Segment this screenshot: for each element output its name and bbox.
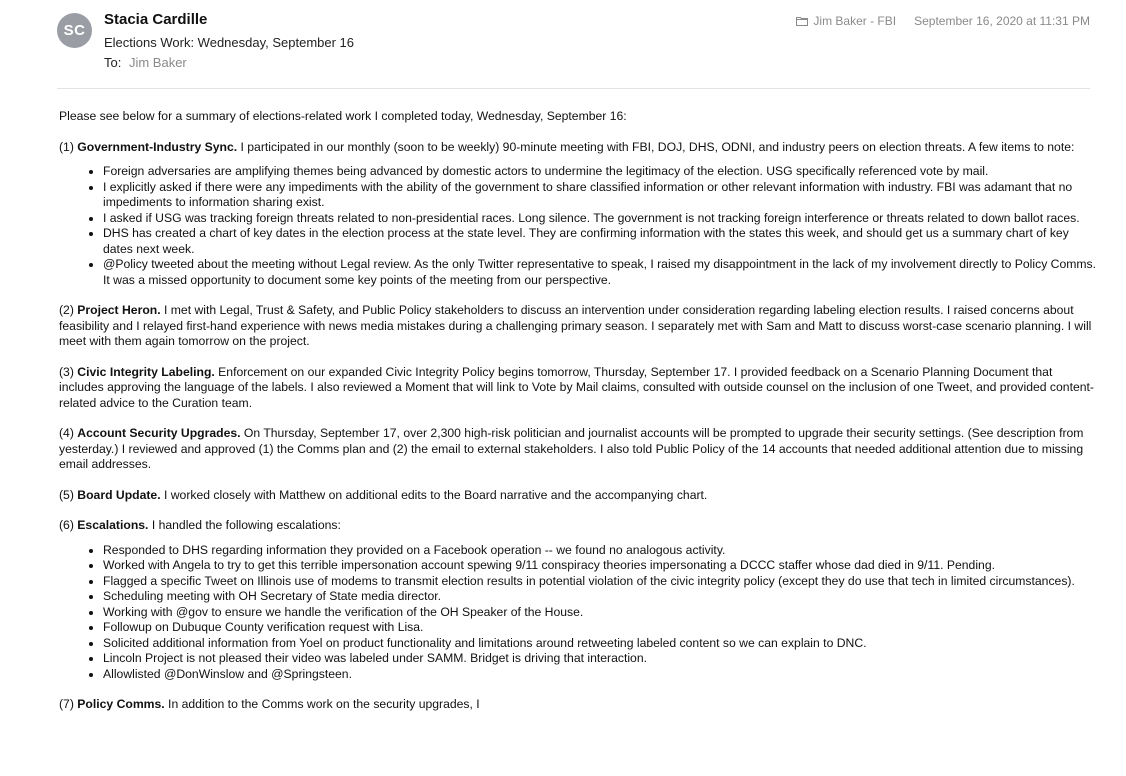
sync-bullet-list xyxy=(59,164,1099,288)
section-number: (7) xyxy=(59,697,74,711)
email-body xyxy=(59,109,1099,728)
section-account-security-upgrades xyxy=(59,426,1099,473)
section-text: On Thursday, September 17, over 2,300 high-risk politician and journalist accounts will be prompted to upgrade their security settings. (See description from yesterday.) I reviewed and approved (1) the Comms plan and (2) the email to external stakeholders. I also told Public Policy of the 14 accounts that needed additional attention due to missing email addresses. xyxy=(59,426,1084,471)
section-title: Policy Comms. xyxy=(77,697,165,711)
section-text: I met with Legal, Trust & Safety, and Public Policy stakeholders to discuss an intervention under consideration regarding labeling election results. I raised concerns about feasibility and I relayed first-hand experience with news media mistakes during a challenging primary season. I separately met with Sam and Matt to discuss worst-case scenario planning. I will meet with them again tomorrow on the project. xyxy=(59,303,1092,348)
list-item: • I explicitly asked if there were any impediments with the ability of the government to share classified information or other relevant information with industry. FBI was adamant that no impediments to information sharing exist. xyxy=(103,180,1099,211)
list-item: • I asked if USG was tracking foreign threats related to non-presidential races. Long silence. The government is not tracking foreign interference or threats related to down ballot races. xyxy=(103,211,1099,227)
section-title: Escalations. xyxy=(77,518,149,532)
list-item: • Solicited additional information from Yoel on product functionality and limitations around retweeting labeled content so we can explain to DNC. xyxy=(103,636,1099,652)
folder-icon xyxy=(796,16,808,26)
list-item: • Working with @gov to ensure we handle the verification of the OH Speaker of the House. xyxy=(103,605,1099,621)
section-number: (4) xyxy=(59,426,74,440)
list-item: • Scheduling meeting with OH Secretary of State media director. xyxy=(103,589,1099,605)
sender-name[interactable]: Stacia Cardille xyxy=(104,11,208,28)
header-divider xyxy=(57,88,1090,89)
list-item: • Flagged a specific Tweet on Illinois use of modems to transmit election results in potential violation of the civic integrity policy (except they do use that tech in limited circumstances). xyxy=(103,574,1099,590)
section-text: I worked closely with Matthew on additional edits to the Board narrative and the accompanying chart. xyxy=(160,487,708,502)
intro-paragraph: Please see below for a summary of elections-related work I completed today, Wednesday, September 16: xyxy=(59,109,627,123)
list-item: • Lincoln Project is not pleased their video was labeled under SAMM. Bridget is driving that interaction. xyxy=(103,651,1099,667)
section-text: I handled the following escalations: xyxy=(148,518,341,532)
section-title: Board Update. xyxy=(77,487,161,502)
to-label: To: xyxy=(104,55,122,70)
section-government-industry-sync xyxy=(59,140,1099,156)
section-text: I participated in our monthly (soon to be weekly) 90-minute meeting with FBI, DOJ, DHS, ODNI, and industry peers on election threats. A few items to note: xyxy=(237,139,1075,154)
section-board-update xyxy=(59,488,1099,504)
section-title: Account Security Upgrades. xyxy=(77,426,241,440)
section-title: Project Heron. xyxy=(77,303,161,317)
section-text: Enforcement on our expanded Civic Integrity Policy begins tomorrow, Thursday, September 17. I provided feedback on a Scenario Planning Document that includes approving the language of the labels. I also reviewed a Moment that will link to Vote by Mail claims, consulted with outside counsel on the inclusion of one Tweet, and provided content-related advice to the Curation team. xyxy=(59,364,1094,410)
list-item: • DHS has created a chart of key dates in the election process at the state level. They are confirming information with the states this week, and should get us a summary chart of key dates next week. xyxy=(103,226,1099,257)
section-project-heron xyxy=(59,303,1099,350)
section-number: (5) xyxy=(59,487,74,502)
section-number: (1) xyxy=(59,139,74,154)
email-date: September 16, 2020 at 11:31 PM xyxy=(914,14,1090,28)
section-number: (2) xyxy=(59,303,74,317)
email-header xyxy=(0,0,1126,88)
list-item: • Followup on Dubuque County verification request with Lisa. xyxy=(103,620,1099,636)
section-number: (3) xyxy=(59,364,74,379)
list-item: • Foreign adversaries are amplifying themes being advanced by domestic actors to undermine the legitimacy of the election. USG specifically referenced vote by mail. xyxy=(103,164,1099,180)
section-escalations xyxy=(59,518,1099,534)
list-item: • Allowlisted @DonWinslow and @Springsteen. xyxy=(103,667,1099,683)
mailbox-folder[interactable]: Jim Baker - FBI xyxy=(813,14,897,28)
escalations-bullet-list xyxy=(59,543,1099,683)
section-text: In addition to the Comms work on the security upgrades, I xyxy=(164,697,480,711)
section-title: Government-Industry Sync. xyxy=(77,139,238,154)
recipient-name[interactable]: Jim Baker xyxy=(128,55,187,70)
avatar[interactable]: SC xyxy=(57,13,92,48)
email-meta xyxy=(796,14,1090,28)
email-subject: Elections Work: Wednesday, September 16 xyxy=(104,35,355,50)
section-number: (6) xyxy=(59,518,74,532)
list-item: • Worked with Angela to try to get this terrible impersonation account spewing 9/11 conspiracy theories impersonating a DCCC staffer whose dad died in 9/11. Pending. xyxy=(103,558,1099,574)
section-policy-comms xyxy=(59,697,1099,713)
list-item: • @Policy tweeted about the meeting without Legal review. As the only Twitter representative to speak, I raised my disappointment in the lack of my involvement directly to Policy Comms. It was a missed opportunity to document some key points of the meeting from our perspective. xyxy=(103,257,1099,288)
section-title: Civic Integrity Labeling. xyxy=(77,364,215,379)
section-civic-integrity-labeling xyxy=(59,365,1099,412)
recipient-line xyxy=(104,55,187,70)
list-item: • Responded to DHS regarding information they provided on a Facebook operation -- we found no analogous activity. xyxy=(103,543,1099,559)
